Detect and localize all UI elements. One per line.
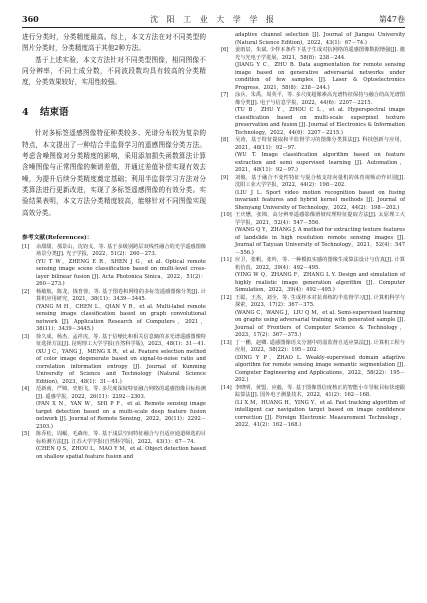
reference-item (221, 385, 405, 430)
header-rule (22, 27, 405, 28)
reference-english: (WANG C，WANG J，LIU Q M，et al. Semi-supervised learning on graphs using adversarial training with generated sample [J]. Journal of Frontiers of Computer Science & Technology，2023，17(2)：367－375.) (235, 309, 405, 338)
reference-english: (YING W Q，ZHANG F，ZHANG L Y. Design and simulation of highly realistic image generation algorithm [J]. Computer Simulation，2022，39(4)：492－495.) (235, 272, 405, 293)
reference-chinese: 刘俊，基于融合不变性特征与混合核支持向量机的体育视频动作识别[J]. 沈阳工业大学学报，2022，44(2)：198－202. (235, 174, 405, 188)
reference-number: [9] (221, 174, 229, 181)
reference-item (221, 295, 405, 340)
section-heading (22, 104, 206, 118)
reference-item (221, 47, 405, 92)
reference-chinese: 李晓明，黄盟，应毅，等. 基于图像置信度核正的智能小车导航目标快速跟踪算法[J]. 国外电子测量技术，2022，41(2)：162－168. (235, 384, 405, 398)
reference-number: [6] (221, 47, 229, 53)
reference-chinese: 应卫，张帆，张吟，等. 一种模拟实感的图像生成算法设计与仿真[J]. 计算机仿真，2022，39(4)：492－495. (235, 257, 405, 271)
reference-item (221, 32, 405, 47)
reference-number: [14] (221, 384, 232, 391)
conclusion-paragraph: 针对多标签遥感图像特征种类较多、光谱分布较为复杂的特点，本文提出了一种结合半监督学习的遥感图像分类方法。考虑含噪图像对分类精度的影响，采用添加损失函数算法计算含噪图像与正常图像的频谱差值，并通过差值补偿实现有效去噪，为提升后续分类精度奠定基础；利用半监督学习方法对分类算法进行更新改进，实现了多标签遥感图像的有效分类。实验结果表明，本文方法分类精度较高，能够针对不同图像实现高效分类。 (22, 129, 206, 217)
reference-chinese: 余甜甜，那景山，沈钧戈，等. 基于多级别跨层双线性融合的光学遥感图像场景分类[J]. 光子学报，2022，51(2)：260－273. (36, 243, 206, 258)
reference-item (22, 244, 206, 289)
reference-chinese: 丁一鹏，赵卿. 遥感图像语义分割中的弱监督自适应算法[J]. 计算机工程与应用，2022，58(22)：195－202. (235, 339, 405, 353)
reference-chinese: 杨敏航，陈龙，钱育蓉，等. 基于图卷积网络的多标签遥感图像分类[J]. 计算机应用研究，2021，38(11)：3439－3445. (36, 288, 206, 303)
reference-number: [8] (221, 137, 229, 143)
reference-item (221, 175, 405, 213)
reference-english: (CHEN Q S，ZHOU L，MAO Y M，et al. Object detection based on shallow spatial feature fusion and (36, 446, 206, 460)
left-column (22, 32, 206, 461)
reference-item (22, 289, 206, 334)
reference-english: (WU T. Image classification algorithm based on feature extraction and semi supervised learning [J]. Automation，2021，48(11)：92－97.) (235, 152, 405, 173)
intro-paragraph: 进行分类时，分类精度最高。综上，本文方法在对不同类型的图片分类时，分类精度高于其他2种方法。 (22, 33, 206, 53)
section-number: 4 (22, 107, 29, 119)
reference-english: (DING Y P，ZHAO L. Weakly-supervised domain adaptive algorithm for remote sensing image semantic segmentation [J]. Computer Engineering and Applications，2022，58(22)：195－202.) (235, 354, 405, 383)
reference-number: [10] (221, 212, 232, 218)
reference-english: (JIANG Y C，ZHU B. Data augmentation for remote sensing image based on generative adversarial networks under condition of few samples [J]. Laser & Optoelectronics Progress，2021，58(8)：238－244.) (235, 62, 405, 91)
reference-english: (YANG M H，CHEN L，QIAN Y R，et al. Multi-label remote sensing image classification based on graph convolutional network [J]. Application Research of Computers，2021，38(11)：3439－3445.) (36, 303, 206, 333)
reference-chinese: 涂兵，朱禹，周英平，等. 多尺度超像素高光谱特征保持与融合的高光谱图像分类[J]. 电子与信息学报，2022，44(6)：2207－2215. (235, 92, 405, 106)
reference-number: [7] (221, 92, 229, 98)
reference-english: (FAN X N，YAN W，SHI P F，et al. Remote sensing image target detection based on a multi-scale deep feature fusion network [J]. Journal of Remote Sensing，2022，26(11)：2292－2303.) (36, 401, 206, 430)
reference-english: (YU T W，ZHENG E R，SHEN J G，et al. Optical remote sensing image scene classification based on multi-level cross-layer bilinear fusion [J]. Acta Photonica Sinica，2022，51(2)：260－273.) (36, 258, 206, 288)
reference-item (221, 340, 405, 385)
reference-chinese: 姜雨辰，朱斌. 少样本条件下基于生成对抗网络的遥感图像数据增强[J]. 激光与光电子学进展，2021，58(8)：238－244. (235, 47, 405, 61)
reference-item (221, 257, 405, 295)
reference-english: adaptive channel selection [J]. Journal of Jiangsu University (Natural Science Edition)，2022，43(1)：67－74.) (235, 32, 405, 46)
reference-number: [3] (22, 333, 30, 340)
journal-name: 沈 阳 工 业 大 学 学 报 (150, 15, 277, 24)
reference-number: [2] (22, 288, 30, 295)
reference-number: [13] (221, 339, 232, 346)
page-number: 360 (22, 14, 39, 24)
reference-number: [12] (221, 294, 232, 301)
reference-item (221, 137, 405, 175)
reference-english: (LIU J L. Sport video motion recognition based on fusing invariant features and hybrid kernel methods [J]. Journal of Shenyang University of Technology，2022，44(2)：198－202.) (235, 189, 405, 211)
reference-list (22, 244, 206, 462)
reference-chinese: 徐久成，杨杰，孟祥虎，等. 基于信噪比和相关信息熵的多光谱遥感图像特征选择方法[J]. 昆明理工大学学报(自然科学版)，2023，48(1)：31－41. (36, 333, 206, 348)
reference-list (221, 32, 405, 430)
right-column (221, 32, 405, 430)
references-heading: 参考文献(References)： (22, 234, 93, 241)
reference-item (221, 92, 405, 137)
reference-item (22, 334, 206, 387)
running-header (22, 14, 405, 26)
reference-chinese: 陈乔松，周崛，毛森珩，等. 基于浅层空间特征融合与自适应通道筛选的目标检测方法[J]. 江苏大学学报(自然科学版)，2022，43(1)：67－74. (36, 431, 206, 445)
volume-label: 第47卷 (378, 15, 405, 24)
reference-chinese: 王聪，王杰，刘全，等. 生成样本对抗训练的半监督学习[J]. 计算机科学与探索，2023，17(2)：367－375. (235, 294, 405, 308)
reference-english: (WANG Q Y，ZHANG J. A method for extracting texture features of landslide in high resolution remote sensing images [J]. Journal of Taiyuan University of Technology，2021，52(4)：547－556.) (235, 227, 405, 256)
reference-item (22, 386, 206, 431)
reference-chinese: 王庆懋，张锦，高分辨率遥感影像滑坡纹理特征提取方法[J]. 太原理工大学学报，2021，52(4)：547－556. (235, 212, 405, 226)
reference-number: [5] (22, 431, 30, 438)
intro-paragraph: 基于上述实验，本文方法针对不同类型图像，相同图像不同分辨率，不同土成分数，不同波段数均具有较高的分类精度，分类效果较好，实用性较强。 (22, 55, 206, 87)
reference-chinese: 范新南，严锦，史朋飞，等. 多尺度深度特征融合网络的遥感图像目标检测[J]. 遥感学报，2022，26(11)：2292－2303. (36, 386, 206, 400)
reference-english: (TU B，ZHU Y，ZHOU C L，et al. Hyperspectral image classification based on multi-scale superpixel texture preservation and fusion [J]. Journal of Electronics & Information Technology，2022，44(6)：2207－2215.) (235, 107, 405, 136)
reference-item (221, 212, 405, 257)
reference-number: [11] (221, 257, 232, 263)
reference-chinese: 吴涛，基于特征提取和半监督学习的图像分类算法[J]. 科技创新与应用，2021，48(11)：92－97. (235, 137, 405, 151)
section-title: 结束语 (40, 107, 69, 119)
reference-english: (LI X M，HUANG H，YING Y，et al. Fast tracking algorithm of intelligent car navigation target based on image confidence correction [J]. Foreign Electronic Measurement Technology，2022，41(2)：162－168.) (235, 399, 405, 428)
reference-number: [1] (22, 243, 30, 250)
reference-item (22, 431, 206, 461)
reference-number: [4] (22, 386, 30, 393)
reference-english: (XU J C，YANG J，MENG X R，et al. Feature selection method of color image degenerate based on signal-to-noise ratio and correlation information entropy [J]. Journal of Kunming University of Science and Technology (Natural Science Edition)，2023，48(1)：31－41.) (36, 348, 206, 385)
